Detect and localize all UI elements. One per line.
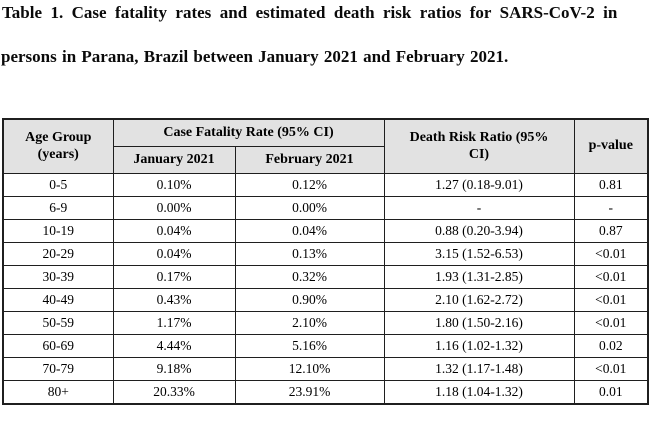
cell-cfr-february: 5.16%: [235, 335, 384, 358]
cell-death-risk-ratio: 1.32 (1.17-1.48): [384, 358, 574, 381]
cell-age-group: 60-69: [3, 335, 113, 358]
cell-p-value: 0.01: [574, 381, 648, 405]
cell-cfr-january: 0.04%: [113, 220, 235, 243]
cell-age-group: 80+: [3, 381, 113, 405]
header-p-value: p-value: [574, 119, 648, 174]
header-age-group: [3, 119, 113, 174]
cell-cfr-january: 9.18%: [113, 358, 235, 381]
table-row: [3, 358, 648, 381]
cell-death-risk-ratio: 3.15 (1.52-6.53): [384, 243, 574, 266]
cell-death-risk-ratio: 1.18 (1.04-1.32): [384, 381, 574, 405]
cell-age-group: 50-59: [3, 312, 113, 335]
header-february-2021: February 2021: [235, 147, 384, 174]
cell-p-value: <0.01: [574, 289, 648, 312]
cell-cfr-february: 12.10%: [235, 358, 384, 381]
table-body: [3, 174, 648, 405]
table-row: [3, 220, 648, 243]
fatality-rates-table: [2, 118, 649, 405]
cell-p-value: 0.87: [574, 220, 648, 243]
header-death-risk-ratio-line1: Death Risk Ratio (95%: [409, 129, 549, 145]
table-row: [3, 312, 648, 335]
table-row: [3, 243, 648, 266]
table-caption-line1: Table 1. Case fatality rates and estimated death risk ratios for SARS-CoV-2 in: [2, 3, 618, 22]
table-row: [3, 335, 648, 358]
cell-p-value: <0.01: [574, 358, 648, 381]
cell-cfr-january: 0.43%: [113, 289, 235, 312]
header-row-1: [3, 119, 648, 147]
cell-death-risk-ratio: 1.80 (1.50-2.16): [384, 312, 574, 335]
cell-age-group: 6-9: [3, 197, 113, 220]
header-death-risk-ratio-line2: CI): [468, 146, 490, 162]
cell-cfr-january: 0.10%: [113, 174, 235, 197]
cell-p-value: 0.02: [574, 335, 648, 358]
cell-cfr-february: 0.00%: [235, 197, 384, 220]
cell-age-group: 70-79: [3, 358, 113, 381]
cell-death-risk-ratio: 1.27 (0.18-9.01): [384, 174, 574, 197]
cell-age-group: 10-19: [3, 220, 113, 243]
cell-cfr-february: 0.13%: [235, 243, 384, 266]
header-death-risk-ratio: [384, 119, 574, 174]
cell-cfr-february: 0.12%: [235, 174, 384, 197]
cell-cfr-january: 20.33%: [113, 381, 235, 405]
cell-death-risk-ratio: 0.88 (0.20-3.94): [384, 220, 574, 243]
cell-cfr-january: 0.00%: [113, 197, 235, 220]
header-january-2021: January 2021: [113, 147, 235, 174]
cell-cfr-february: 0.32%: [235, 266, 384, 289]
cell-cfr-january: 0.04%: [113, 243, 235, 266]
table-row: [3, 381, 648, 405]
cell-cfr-january: 4.44%: [113, 335, 235, 358]
table-header: [3, 119, 648, 174]
header-case-fatality-group: Case Fatality Rate (95% CI): [113, 119, 384, 147]
cell-death-risk-ratio: 1.16 (1.02-1.32): [384, 335, 574, 358]
cell-p-value: <0.01: [574, 312, 648, 335]
cell-cfr-january: 1.17%: [113, 312, 235, 335]
cell-p-value: <0.01: [574, 243, 648, 266]
table-row: [3, 289, 648, 312]
cell-age-group: 40-49: [3, 289, 113, 312]
cell-cfr-february: 0.04%: [235, 220, 384, 243]
cell-age-group: 0-5: [3, 174, 113, 197]
table-row: [3, 197, 648, 220]
cell-p-value: -: [574, 197, 648, 220]
cell-cfr-february: 23.91%: [235, 381, 384, 405]
table-caption-line2: persons in Parana, Brazil between January 2021 and February 2021.: [1, 47, 509, 66]
cell-cfr-january: 0.17%: [113, 266, 235, 289]
header-age-group-line2: (years): [37, 146, 79, 162]
cell-p-value: 0.81: [574, 174, 648, 197]
cell-cfr-february: 0.90%: [235, 289, 384, 312]
cell-death-risk-ratio: 2.10 (1.62-2.72): [384, 289, 574, 312]
cell-p-value: <0.01: [574, 266, 648, 289]
cell-age-group: 30-39: [3, 266, 113, 289]
cell-cfr-february: 2.10%: [235, 312, 384, 335]
header-age-group-line1: Age Group: [25, 129, 92, 145]
cell-age-group: 20-29: [3, 243, 113, 266]
cell-death-risk-ratio: -: [384, 197, 574, 220]
table-row: [3, 266, 648, 289]
cell-death-risk-ratio: 1.93 (1.31-2.85): [384, 266, 574, 289]
table-row: [3, 174, 648, 197]
